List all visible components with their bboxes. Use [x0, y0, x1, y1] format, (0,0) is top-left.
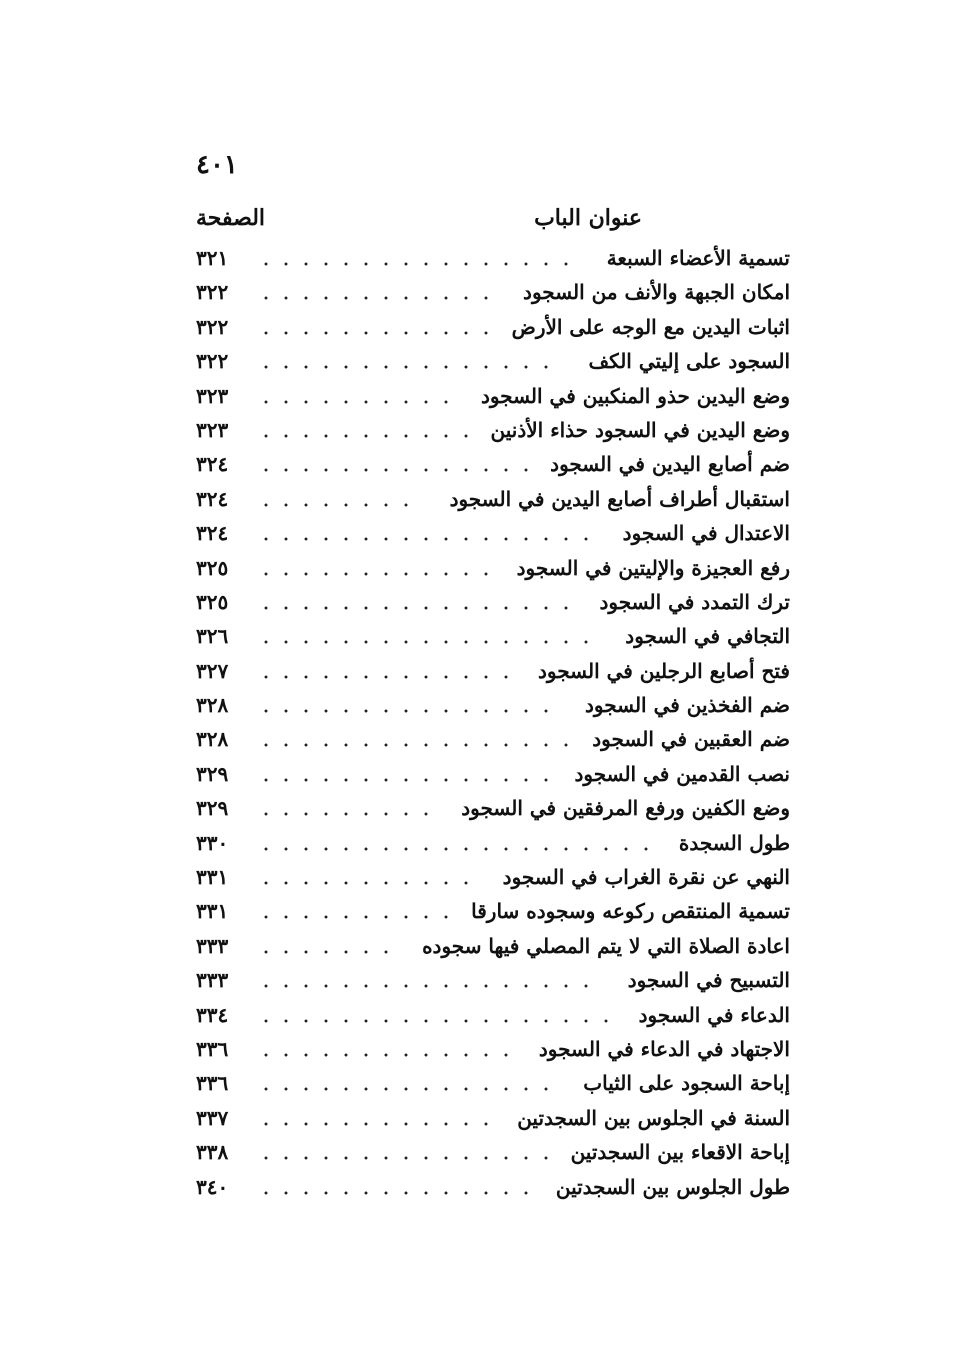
toc-entry	[196, 862, 790, 896]
toc-entry	[196, 518, 790, 552]
column-title-heading: عنوان الباب	[534, 205, 642, 231]
column-page-heading: الصفحة	[196, 205, 266, 231]
entry-page-number: ٣٢٢	[196, 349, 229, 374]
entry-title: السجود على إليتي الكف	[588, 349, 790, 374]
toc-entry	[196, 415, 790, 449]
entry-title: ترك التمدد في السجود	[599, 589, 790, 614]
dot-leader	[256, 709, 556, 713]
entry-page-number: ٣٣٧	[196, 1105, 229, 1130]
entry-page-number: ٣٢٣	[196, 383, 229, 408]
entry-title: اعادة الصلاة التي لا يتم المصلي فيها سجوده	[422, 933, 790, 958]
dot-leader	[256, 743, 576, 747]
toc-entry	[196, 1137, 790, 1171]
entry-page-number: ٣٣١	[196, 899, 229, 924]
dot-leader	[256, 847, 656, 851]
dot-leader	[256, 365, 556, 369]
dot-leader	[256, 606, 576, 610]
dot-leader	[256, 572, 496, 576]
toc-entry	[196, 484, 790, 518]
entry-title: تسمية المنتقص ركوعه وسجوده سارقا	[471, 899, 790, 924]
dot-leader	[256, 881, 476, 885]
entry-title: ضم الفخذين في السجود	[584, 693, 790, 718]
entry-title: ضم العقبين في السجود	[592, 727, 790, 752]
table-of-contents	[196, 243, 790, 1206]
entry-page-number: ٣٢٨	[196, 693, 229, 718]
entry-title: اثبات اليدين مع الوجه على الأرض	[511, 314, 790, 339]
entry-page-number: ٣٢٦	[196, 624, 229, 649]
dot-leader	[256, 262, 576, 266]
entry-page-number: ٣٣٠	[196, 830, 229, 855]
dot-leader	[256, 400, 456, 404]
toc-entry	[196, 312, 790, 346]
entry-page-number: ٣٢٩	[196, 796, 229, 821]
dot-leader	[256, 640, 596, 644]
entry-page-number: ٣٤٠	[196, 1174, 229, 1199]
dot-leader	[256, 812, 436, 816]
entry-title: الاجتهاد في الدعاء في السجود	[538, 1036, 790, 1061]
toc-entry	[196, 724, 790, 758]
toc-entry	[196, 449, 790, 483]
entry-title: التجافي في السجود	[625, 624, 790, 649]
entry-page-number: ٣٣٤	[196, 1002, 229, 1027]
dot-leader	[256, 984, 596, 988]
toc-entry	[196, 243, 790, 277]
dot-leader	[256, 778, 556, 782]
toc-entry	[196, 1103, 790, 1137]
dot-leader	[256, 675, 516, 679]
entry-title: الدعاء في السجود	[638, 1002, 790, 1027]
toc-entry	[196, 896, 790, 930]
dot-leader	[256, 537, 596, 541]
toc-entry	[196, 553, 790, 587]
entry-title: الاعتدال في السجود	[622, 521, 790, 546]
entry-title: السنة في الجلوس بين السجدتين	[517, 1105, 790, 1130]
entry-page-number: ٣٢٩	[196, 761, 229, 786]
toc-entry	[196, 828, 790, 862]
dot-leader	[256, 1087, 556, 1091]
toc-entry	[196, 793, 790, 827]
toc-entry	[196, 1068, 790, 1102]
dot-leader	[256, 1019, 616, 1023]
entry-page-number: ٣٢٥	[196, 555, 229, 580]
dot-leader	[256, 434, 476, 438]
dot-leader	[256, 950, 396, 954]
entry-page-number: ٣٢١	[196, 246, 229, 270]
dot-leader	[256, 468, 536, 472]
entry-title: إباحة الاقعاء بين السجدتين	[570, 1140, 790, 1165]
dot-leader	[256, 1053, 516, 1057]
entry-page-number: ٣٣٣	[196, 968, 229, 993]
dot-leader	[256, 1191, 536, 1195]
dot-leader	[256, 915, 456, 919]
entry-page-number: ٣٢٢	[196, 280, 229, 305]
toc-entry	[196, 656, 790, 690]
entry-title: النهي عن نقرة الغراب في السجود	[502, 865, 790, 890]
toc-entry	[196, 587, 790, 621]
toc-entry	[196, 277, 790, 311]
entry-title: فتح أصابع الرجلين في السجود	[537, 658, 790, 683]
toc-entry	[196, 1172, 790, 1206]
entry-title: وضع اليدين حذو المنكبين في السجود	[480, 383, 790, 408]
toc-entry	[196, 621, 790, 655]
dot-leader	[256, 296, 496, 300]
entry-title: طول الجلوس بين السجدتين	[555, 1174, 790, 1199]
toc-entry	[196, 1034, 790, 1068]
toc-header	[196, 205, 790, 241]
entry-page-number: ٣٢٤	[196, 486, 229, 511]
dot-leader	[256, 503, 416, 507]
toc-entry	[196, 965, 790, 999]
entry-page-number: ٣٢٤	[196, 521, 229, 546]
entry-title: وضع اليدين في السجود حذاء الأذنين	[490, 417, 790, 442]
entry-page-number: ٣٣٦	[196, 1071, 229, 1096]
entry-page-number: ٣٢٤	[196, 452, 229, 477]
entry-page-number: ٣٢٣	[196, 417, 229, 442]
entry-title: استقبال أطراف أصابع اليدين في السجود	[449, 486, 790, 511]
entry-title: ضم أصابع اليدين في السجود	[550, 452, 790, 477]
entry-page-number: ٣٢٧	[196, 658, 229, 683]
toc-entry	[196, 759, 790, 793]
dot-leader	[256, 331, 496, 335]
entry-page-number: ٣٣٣	[196, 933, 229, 958]
entry-title: إباحة السجود على الثياب	[583, 1071, 790, 1096]
entry-page-number: ٣٢٢	[196, 314, 229, 339]
entry-title: طول السجدة	[678, 830, 790, 855]
dot-leader	[256, 1122, 496, 1126]
entry-page-number: ٣٣٦	[196, 1036, 229, 1061]
entry-title: رفع العجيزة والإليتين في السجود	[516, 555, 790, 580]
toc-entry	[196, 1000, 790, 1034]
entry-page-number: ٣٢٨	[196, 727, 229, 752]
toc-entry	[196, 346, 790, 380]
toc-entry	[196, 931, 790, 965]
entry-page-number: ٣٣١	[196, 865, 229, 890]
toc-entry	[196, 381, 790, 415]
entry-title: تسمية الأعضاء السبعة	[606, 246, 790, 270]
entry-page-number: ٣٣٨	[196, 1140, 229, 1165]
entry-title: التسبيح في السجود	[627, 968, 790, 993]
toc-entry	[196, 690, 790, 724]
entry-title: امكان الجبهة والأنف من السجود	[523, 280, 790, 305]
page-number: ٤٠١	[196, 150, 238, 180]
entry-title: نصب القدمين في السجود	[574, 761, 790, 786]
entry-title: وضع الكفين ورفع المرفقين في السجود	[461, 796, 790, 821]
dot-leader	[256, 1156, 556, 1160]
entry-page-number: ٣٢٥	[196, 589, 229, 614]
